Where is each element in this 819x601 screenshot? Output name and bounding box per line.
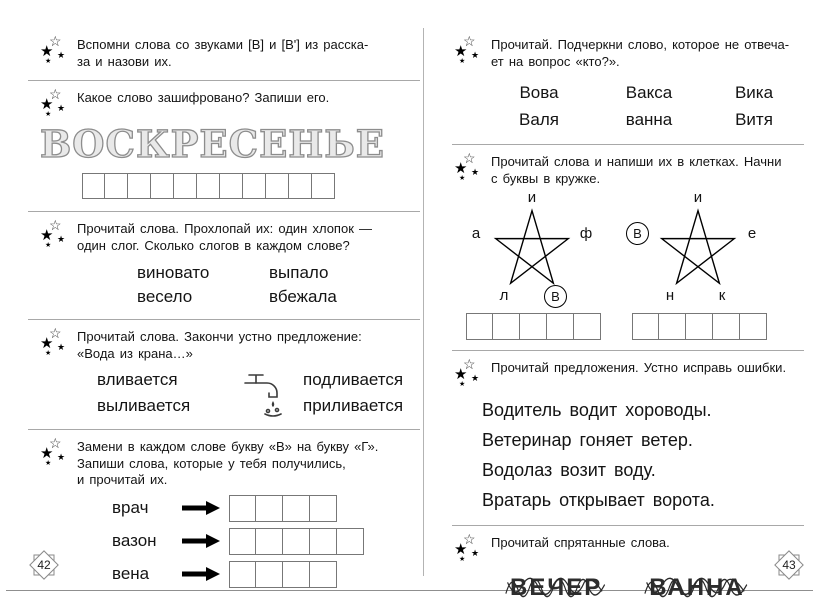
task-fix-mistakes [452,351,804,526]
star-puzzle-1 [460,189,608,340]
task-stars-icon [454,531,482,564]
star-small-icon: ★ [57,342,66,352]
star-filled-icon: ★ [40,96,54,113]
answer-cell[interactable] [283,528,310,555]
answer-cell[interactable] [174,173,197,199]
task-stars-icon [40,86,68,119]
word: весело [137,287,193,306]
word: выпало [269,263,329,282]
star-tiny-icon: ★ [45,460,52,467]
faucet-icon [237,369,289,417]
star-tiny-icon: ★ [459,381,466,388]
word[interactable]: Витя [735,110,773,129]
page-number: 42 [37,558,51,572]
task-stars-icon [454,356,482,389]
star-letter-circled: В [626,222,649,245]
star-tiny-icon: ★ [45,242,52,249]
hidden-word [649,574,744,601]
source-word: вазон [112,531,157,550]
answer-cell[interactable] [659,313,686,340]
answer-cell[interactable] [128,173,151,199]
star-small-icon: ★ [471,167,480,177]
star-figure [626,189,774,309]
task-stars-icon [40,217,68,250]
task-stars-icon [40,325,68,358]
answer-cell[interactable] [105,173,128,199]
star-tiny-icon: ★ [45,111,52,118]
star-filled-icon: ★ [454,43,468,60]
star-letter: и [693,189,703,206]
word-column-left [97,367,237,419]
star-tiny-icon: ★ [459,58,466,65]
answer-cell[interactable] [256,528,283,555]
answer-cell[interactable] [466,313,493,340]
sentence: Ветеринар гоняет ветер. [482,430,693,450]
star-outline-icon: ☆ [49,325,62,341]
sentence-list [482,395,804,515]
star-outline-icon: ☆ [463,150,476,166]
answer-cell[interactable] [493,313,520,340]
star-letter: ф [579,225,593,242]
page-number-badge-left [26,547,62,583]
task-instruction: Прочитай. Подчеркни слово, которое не отвеча- ет на вопрос «кто?». [491,37,790,69]
star-small-icon: ★ [471,548,480,558]
sentence: Водолаз возит воду. [482,460,656,480]
answer-cell[interactable] [220,173,243,199]
star-letter-circled: В [544,285,567,308]
answer-cell[interactable] [289,173,312,199]
star-small-icon: ★ [57,50,66,60]
arrow-right-icon [182,533,220,549]
star-small-icon: ★ [471,50,480,60]
answer-cell[interactable] [283,495,310,522]
page-number: 43 [782,558,796,572]
faucet-words [97,367,420,419]
word[interactable]: Вова [519,83,559,102]
source-word: врач [112,498,149,517]
sentence: Вратарь открывает ворота. [482,490,715,510]
star-letter: л [499,287,509,304]
answer-cell[interactable] [256,495,283,522]
star-tiny-icon: ★ [45,350,52,357]
answer-cell[interactable] [256,561,283,588]
answer-cell[interactable] [574,313,601,340]
answer-cell[interactable] [713,313,740,340]
answer-cell[interactable] [151,173,174,199]
hidden-word [510,574,602,601]
star-small-icon: ★ [57,234,66,244]
word-column-right [303,367,403,419]
star-outline-icon: ☆ [49,217,62,233]
task-stars-icon [40,435,68,468]
task-recall-sounds [28,28,420,81]
task-instruction: Прочитай слова. Закончи устно предложение: «Вода из крана…» [77,329,362,361]
star-filled-icon: ★ [40,445,54,462]
word: приливается [303,396,404,415]
answer-cells-row [229,561,337,588]
star-small-icon: ★ [57,103,66,113]
hidden-word-text: ВЕЧЕР [510,574,603,601]
task-stars-icon [454,150,482,183]
star-outline-icon: ☆ [49,33,62,49]
answer-cell[interactable] [283,561,310,588]
star-letter: е [747,225,757,242]
answer-cell[interactable] [197,173,220,199]
replace-row [112,561,420,588]
task-instruction: Прочитай слова. Прохлопай их: один хлопок — один слог. Сколько слогов в каждом слове? [77,221,372,253]
star-puzzles [460,189,804,340]
star-tiny-icon: ★ [459,556,466,563]
answer-cell[interactable] [229,495,256,522]
arrow-right-icon [182,566,220,582]
task-instruction: Прочитай предложения. Устно исправь ошибки. [491,360,787,375]
star-filled-icon: ★ [40,227,54,244]
word: вливается [97,370,178,389]
answer-cell[interactable] [312,173,335,199]
star-figure [460,189,608,309]
star-puzzle-2 [626,189,774,340]
task-replace-letter [28,430,420,598]
word[interactable]: ванна [625,110,673,129]
answer-cells-row [632,313,774,340]
star-filled-icon: ★ [40,43,54,60]
answer-cell[interactable] [310,561,337,588]
who-question-words [484,79,804,133]
star-outline-icon: ☆ [463,33,476,49]
answer-cell[interactable] [547,313,574,340]
answer-cell[interactable] [229,561,256,588]
star-small-icon: ★ [57,452,66,462]
answer-cell[interactable] [82,173,105,199]
answer-cells-row [466,313,608,340]
task-instruction: Прочитай слова и напиши их в клетках. Начни с буквы в кружке. [491,154,782,186]
task-finish-sentence [28,320,420,430]
task-clap-syllables [28,212,420,320]
syllable-words [137,261,420,309]
cipher-decorative-word: ВОСКРЕСЕНЬЕ [40,122,385,166]
star-outline-icon: ☆ [463,356,476,372]
replace-row [112,528,420,555]
task-instruction: Прочитай спрятанные слова. [491,535,670,550]
word[interactable]: Вакса [625,83,673,102]
answer-cell[interactable] [310,495,337,522]
word: виновато [137,263,210,282]
task-stars-icon [454,33,482,66]
word: вбежала [269,287,337,306]
word: выливается [97,396,191,415]
task-hidden-words [452,526,804,601]
answer-cells-row [229,495,337,522]
answer-cell[interactable] [310,528,337,555]
task-instruction: Замени в каждом слове букву «В» на букву «Г». Запиши слова, которые у тебя получились, и прочитай их. [77,439,379,487]
word: подливается [303,370,404,389]
page-number-badge-right [771,547,807,583]
page-right [452,28,804,601]
task-star-words [452,145,804,351]
star-small-icon: ★ [471,373,480,383]
source-word: вена [112,564,150,583]
star-letter: н [665,287,675,304]
star-filled-icon: ★ [454,541,468,558]
answer-cell[interactable] [266,173,289,199]
star-letter: и [527,189,537,206]
answer-cell[interactable] [520,313,547,340]
star-outline-icon: ☆ [463,531,476,547]
answer-cell[interactable] [229,528,256,555]
task-stars-icon [40,33,68,66]
replace-row [112,495,420,522]
star-letter: к [718,287,726,304]
star-letter: а [471,225,481,242]
hidden-word-text: ВАННА [649,574,745,601]
task-instruction: Вспомни слова со звуками [В] и [В'] из расска- за и назови их. [77,37,369,69]
star-filled-icon: ★ [40,335,54,352]
word[interactable]: Вика [734,83,774,102]
answer-cell[interactable] [740,313,767,340]
pentagram-icon [658,207,738,287]
answer-cell[interactable] [243,173,266,199]
star-tiny-icon: ★ [459,175,466,182]
answer-cells-row [229,528,364,555]
hidden-words-row [510,574,804,601]
task-underline-word [452,28,804,145]
task-cipher-word [28,81,420,212]
answer-cells-row [82,173,420,199]
sentence: Водитель водит хороводы. [482,400,712,420]
task-instruction: Какое слово зашифровано? Запиши его. [77,90,330,105]
answer-cell[interactable] [632,313,659,340]
arrow-right-icon [182,500,220,516]
answer-cell[interactable] [337,528,364,555]
star-filled-icon: ★ [454,160,468,177]
word[interactable]: Валя [519,110,559,129]
star-outline-icon: ☆ [49,435,62,451]
page-left [28,28,420,598]
pentagram-icon [492,207,572,287]
answer-cell[interactable] [686,313,713,340]
page-divider [423,28,424,576]
star-outline-icon: ☆ [49,86,62,102]
star-tiny-icon: ★ [45,58,52,65]
star-filled-icon: ★ [454,366,468,383]
